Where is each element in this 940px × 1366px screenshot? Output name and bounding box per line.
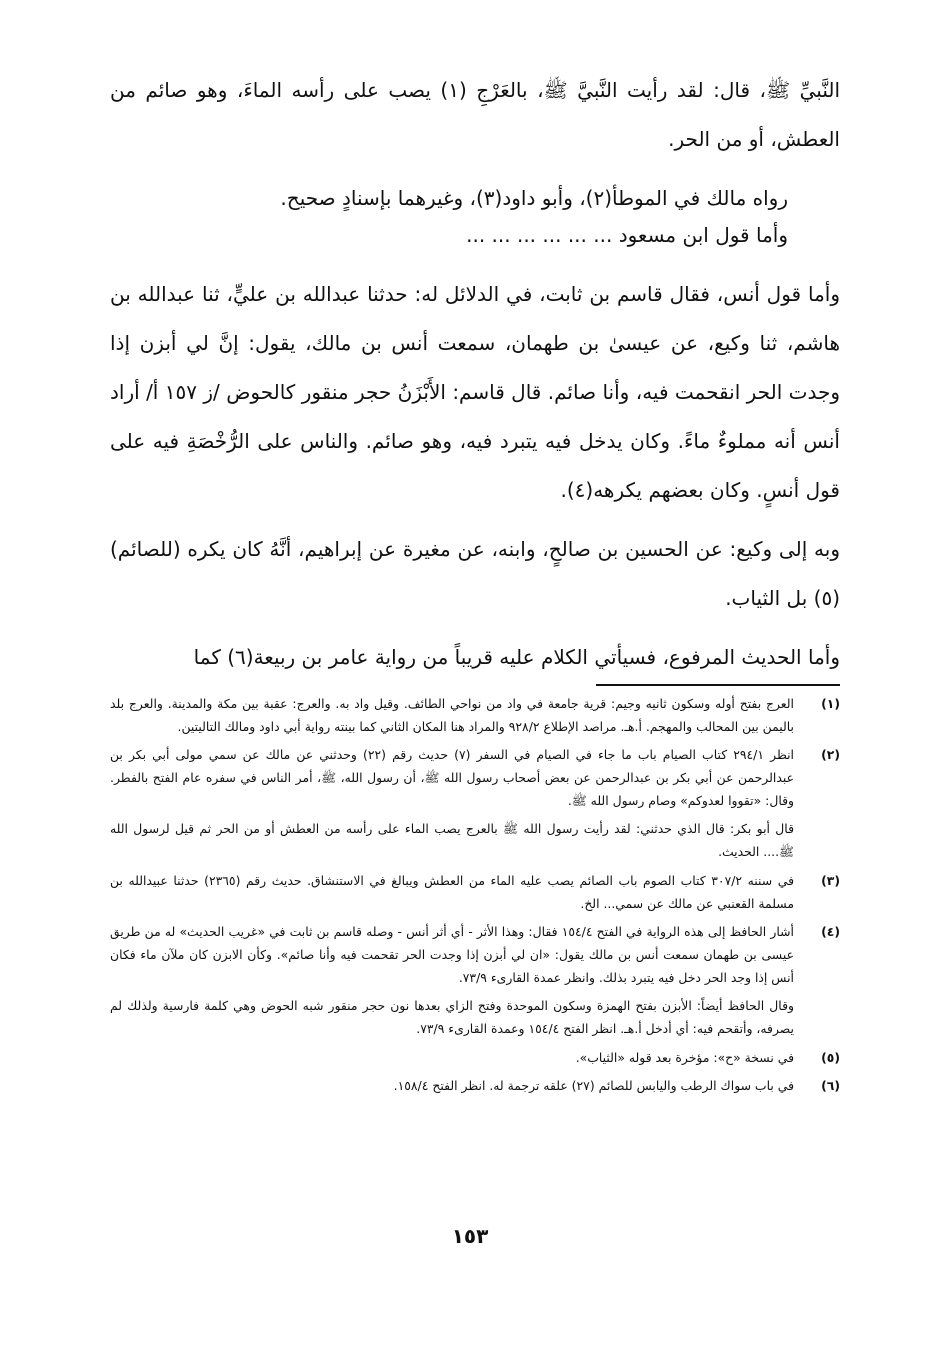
- footnote-number: (٢): [821, 747, 840, 762]
- page-number: ١٥٣: [451, 1224, 489, 1248]
- footnote-number: (١): [821, 696, 840, 711]
- paragraph-marfu: وأما الحديث المرفوع، فسيأتي الكلام عليه قريباً من رواية عامر بن ربيعة(٦) كما: [193, 645, 840, 669]
- footnote-text: أشار الحافظ إلى هذه الرواية في الفتح ١٥٤/٤ فقال: وهذا الأثر - أي أثر أنس - وصله قاسم بن ثابت في «غريب الحديث» له من طريق عيسى بن طهمان سمعت أنس بن مالك يقول: «ان لي أبزن إذا وجدت الحر تقحمت فيه وأنا صائم». وكأن الابزن كان ملآن ماء فكان أنس إذا وجد الحر دخل فيه يتبرد بذلك. وانظر عمدة القارىء ٧٣/٩.: [110, 924, 794, 985]
- footnote-text: العرج بفتح أوله وسكون ثانيه وجيم: قرية جامعة في واد من نواحي الطائف. وقيل واد به. والعرج: عقبة بين مكة والمدينة. والعرج بلد باليمن بين المحالب والمهجم. أ.هـ. مراصد الإطلاع ٩٢٨/٢ والمراد هنا المكان الثاني كما بينته رواية أبي داود ومالك التاليتين.: [110, 696, 794, 734]
- paragraph-narrators: رواه مالك في الموطأ(٢)، وأبو داود(٣)، وغيرهما بإسنادٍ صحيح.: [280, 186, 788, 210]
- footnote-6: [110, 1074, 840, 1097]
- paragraph-waki: وبه إلى وكيع: عن الحسين بن صالحٍ، وابنه، عن مغيرة عن إبراهيم، أنَّهُ كان يكره (للصائم)(٥) بل الثياب.: [110, 537, 840, 610]
- footnote-4-continuation: وقال الحافظ أيضاً: الأبزن بفتح الهمزة وسكون الموحدة وفتح الزاي بعدها نون حجر منقور شبه الحوض وهي كلمة فارسية ولذلك لم يصرفه، وأتقحم فيه: أي أدخل أ.هـ. انظر الفتح ١٥٤/٤ وعمدة القارىء ٧٣/٩.: [110, 998, 794, 1036]
- footnote-text: في باب سواك الرطب واليابس للصائم (٢٧) علقه ترجمة له. انظر الفتح ١٥٨/٤.: [393, 1078, 794, 1093]
- footnote-number: (٤): [821, 924, 840, 939]
- footnote-number: (٥): [821, 1050, 840, 1065]
- footnote-5: [110, 1046, 840, 1069]
- footnote-text: في سننه ٣٠٧/٢ كتاب الصوم باب الصائم يصب عليه الماء من العطش ويبالغ في الاستنشاق. حديث رقم (٢٣٦٥) حدثنا عبيدالله بن مسلمة القعنبي عن مالك عن سمي... الخ.: [110, 873, 794, 911]
- footnote-separator: [596, 684, 840, 686]
- footnote-1: [110, 692, 840, 738]
- footnotes: [110, 692, 840, 1102]
- footnote-number: (٦): [821, 1078, 840, 1093]
- footnote-3: [110, 869, 840, 915]
- paragraph-hadith-end: النَّبيِّ ﷺ، قال: لقد رأيت النَّبيَّ ﷺ، بالعَرْجِ (١) يصب على رأسه الماءَ، وهو صائم من العطش، أو من الحر.: [110, 78, 841, 151]
- footnote-text: انظر ٢٩٤/١ كتاب الصيام باب ما جاء في الصيام في السفر (٧) حديث رقم (٢٢) وحدثني عن مالك عن سمي مولى أبي بكر بن عبدالرحمن عن أبي بكر بن عبدالرحمن عن بعض أصحاب رسول الله ﷺ، أن رسول الله، ﷺ، أمر الناس في سفره عام الفتح بالفطر. وقال: «تقووا لعدوكم» وصام رسول الله ﷺ.: [110, 747, 794, 808]
- footnote-number: (٣): [821, 873, 840, 888]
- footnote-2-continuation: قال أبو بكر: قال الذي حدثني: لقد رأيت رسول الله ﷺ بالعرج يصب الماء على رأسه من العطش أو من الحر ثم قيل لرسول الله ﷺ.... الحديث.: [110, 821, 794, 859]
- paragraph-anas: وأما قول أنس، فقال قاسم بن ثابت، في الدلائل له: حدثنا عبدالله بن عليٍّ، ثنا عبدالله بن هاشم، ثنا وكيع، عن عيسىٰ بن طهمان، سمعت أنس بن مالك، يقول: إنَّ لي أبزن إذا وجدت الحر انقحمت فيه، وأنا صائم. قال قاسم: الأَبْزَنُ حجر منقور كالحوض /ز ١٥٧ أ/ أراد أنس أنه مملوءٌ ماءً. وكان يدخل فيه يتبرد فيه، وهو صائم. والناس على الرُّخْصَةِ فيه على قول أنسٍ. وكان بعضهم يكرهه(٤).: [110, 282, 840, 502]
- footnote-4: [110, 920, 840, 989]
- footnote-2: [110, 743, 840, 812]
- main-text: [110, 66, 840, 682]
- footnote-text: في نسخة «ح»: مؤخرة بعد قوله «الثياب».: [575, 1050, 794, 1065]
- paragraph-ibn-masud: وأما قول ابن مسعود ... ... ... ... ... ...: [466, 223, 788, 247]
